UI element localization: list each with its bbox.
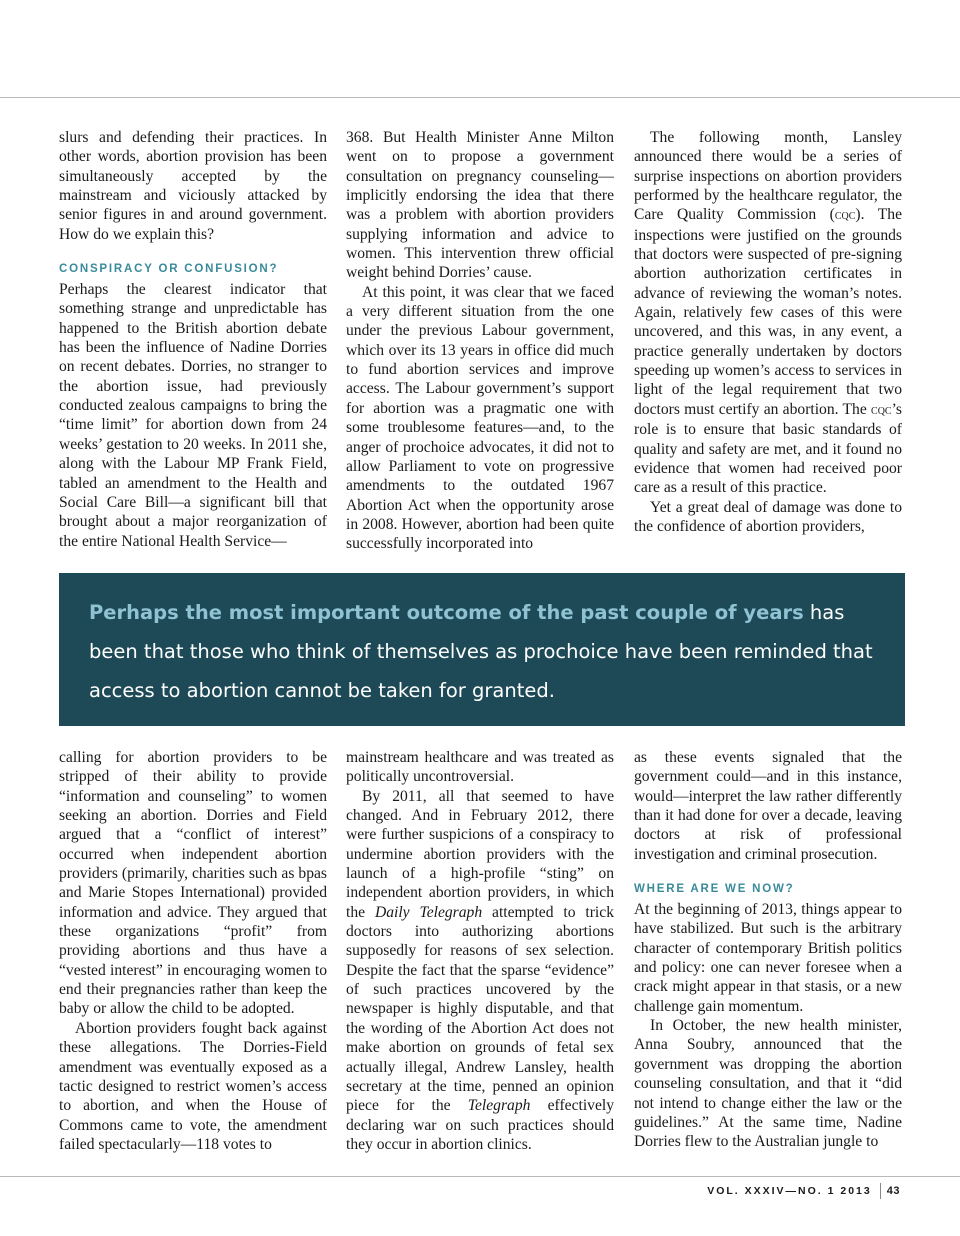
paragraph: In October, the new health minister, Anna Soubry, announced that the government was dropping the abortion counseling consultation, and that it “did not intend to change either the law or the guidelines.” At the same time, Nadine Dorries flew to the Australian jungle to bbox=[634, 1017, 902, 1151]
text-run: ). The inspections were justified on the grounds that doctors were suspected of pre-signing abortion authorization certificates in advance of reviewing the woman’s notes. Again, relatively few cases of this were uncovered, and this was, in any event, a practice generally undertaken by doctors speeding up women’s access to services in light of the legal requirement that two doctors must certify an abortion. The bbox=[634, 206, 903, 418]
column-2-top bbox=[346, 128, 614, 554]
top-rule bbox=[0, 97, 960, 98]
newspaper-title: Telegraph bbox=[467, 1097, 531, 1115]
section-subhead: CONSPIRACY OR CONFUSION? bbox=[59, 263, 279, 276]
paragraph: slurs and defending their practices. In other words, abortion provision has been simultaneously accepted by the mainstream and viciously attacked by senior figures in and around government. How do we explain this? bbox=[59, 129, 327, 243]
newspaper-title: Daily Telegraph bbox=[374, 903, 483, 921]
text-run: attempted to trick doctors into authorizing abortions supposedly for reasons of sex selection. Despite the fact that the sparse “evidence” of such practices uncovered by the newspaper is highly disputable, and that the wording of the Abortion Act does not make abortion on grounds of fetal sex actually illegal, Andrew Lansley, health secretary at the time, penned an opinion piece for the bbox=[346, 903, 614, 1115]
paragraph: calling for abortion providers to be stripped of their ability to provide “information and counseling” to women seeking an abortion. Dorries and Field argued that a “conflict of interest” occurred when independent abortion providers (primarily, charities such as bpas and Marie Stopes International) provided information and advice. They argued that these organizations “profit” from providing abortions and thus have a “vested interest” in encouraging women to end their pregnancies rather than keep the baby or allow the child to be adopted. bbox=[59, 749, 327, 1018]
issue-label: VOL. XXXIV—NO. 1 2013 bbox=[707, 1185, 872, 1197]
page-footer bbox=[707, 1183, 900, 1199]
paragraph bbox=[346, 787, 614, 1155]
paragraph: Perhaps the clearest indicator that something strange and unpredictable has happened to the British abortion debate has been the influence of Nadine Dorries on recent debates. Dorries, no stranger to the abortion issue, had previously conducted zealous campaigns to bring the “time limit” for abortion down from 24 weeks’ gestation to 20 weeks. In 2011 she, along with the Labour MP Frank Field, tabled an amendment to the Health and Social Care Bill—a significant bill that brought about a major reorganization of the entire National Health Service— bbox=[59, 281, 327, 550]
acronym: cqc bbox=[834, 208, 856, 224]
paragraph: At this point, it was clear that we faced a very different situation from the one under the previous Labour government, which over its 13 years in office did much to fund abortion services and improve access. The Labour government’s support for abortion was a pragmatic one with some troublesome features—and, to the anger of prochoice advocates, it did not to allow Parliament to vote on progressive amendments to the outdated 1967 Abortion Act when the opportunity arose in 2008. However, abortion had been quite successfully incorporated into bbox=[346, 283, 614, 553]
section-subhead: WHERE ARE WE NOW? bbox=[634, 883, 795, 896]
column-3-top bbox=[634, 128, 902, 536]
acronym: cqc bbox=[871, 402, 892, 418]
paragraph bbox=[634, 128, 902, 498]
paragraph: mainstream healthcare and was treated as politically uncontroversial. bbox=[346, 749, 614, 786]
paragraph: At the beginning of 2013, things appear to have stabilized. But such is the arbitrary character of contemporary British politics and policy: one can never foresee when a crack might appear in that stasis, or a new challenge gain momentum. bbox=[634, 901, 902, 1015]
text-run: effectively declaring war on such practices should they occur in abortion clinics. bbox=[346, 1097, 615, 1153]
column-1-top bbox=[59, 128, 327, 551]
column-1-bottom bbox=[59, 748, 327, 1154]
column-3-bottom bbox=[634, 748, 902, 1152]
page-number: 43 bbox=[886, 1185, 900, 1197]
bottom-rule bbox=[0, 1176, 960, 1177]
paragraph: as these events signaled that the government could—and in this instance, would—interpret the law rather differently than it had done for over a decade, leaving doctors at risk of professional investigation and criminal prosecution. bbox=[634, 749, 902, 863]
paragraph: Yet a great deal of damage was done to the confidence of abortion providers, bbox=[634, 498, 902, 535]
column-2-bottom bbox=[346, 748, 614, 1154]
pull-quote-text: has been that those who think of themselves as prochoice have been reminded that access to abortion cannot be taken for granted. bbox=[89, 601, 873, 702]
pull-quote-highlight: Perhaps the most important outcome of the past couple of years bbox=[89, 601, 804, 624]
paragraph: 368. But Health Minister Anne Milton went on to propose a government consultation on pregnancy counseling—implicitly endorsing the idea that there was a problem with abortion providers supplying information and advice to women. This intervention threw official weight behind Dorries’ cause. bbox=[346, 129, 614, 282]
text-run: The following month, Lansley announced there would be a series of surprise inspections on abortion providers performed by the healthcare regulator, the Care Quality Commission ( bbox=[634, 129, 902, 224]
pull-quote bbox=[59, 573, 905, 726]
footer-divider bbox=[880, 1183, 881, 1199]
paragraph: Abortion providers fought back against these allegations. The Dorries-Field amendment was eventually exposed as a tactic designed to restrict women’s access to abortion, and when the House of Commons came to vote, the amendment failed spectacularly—118 votes to bbox=[59, 1019, 327, 1153]
text-run: By 2011, all that seemed to have changed. And in February 2012, there were further suspicions of a conspiracy to undermine abortion providers with the launch of a high-profile “sting” on independent abortion providers, in which the bbox=[346, 787, 614, 921]
text-run: ’s role is to ensure that basic standards of quality and safety are met, and it found no evidence that women had received poor care as a result of this practice. bbox=[634, 400, 902, 497]
